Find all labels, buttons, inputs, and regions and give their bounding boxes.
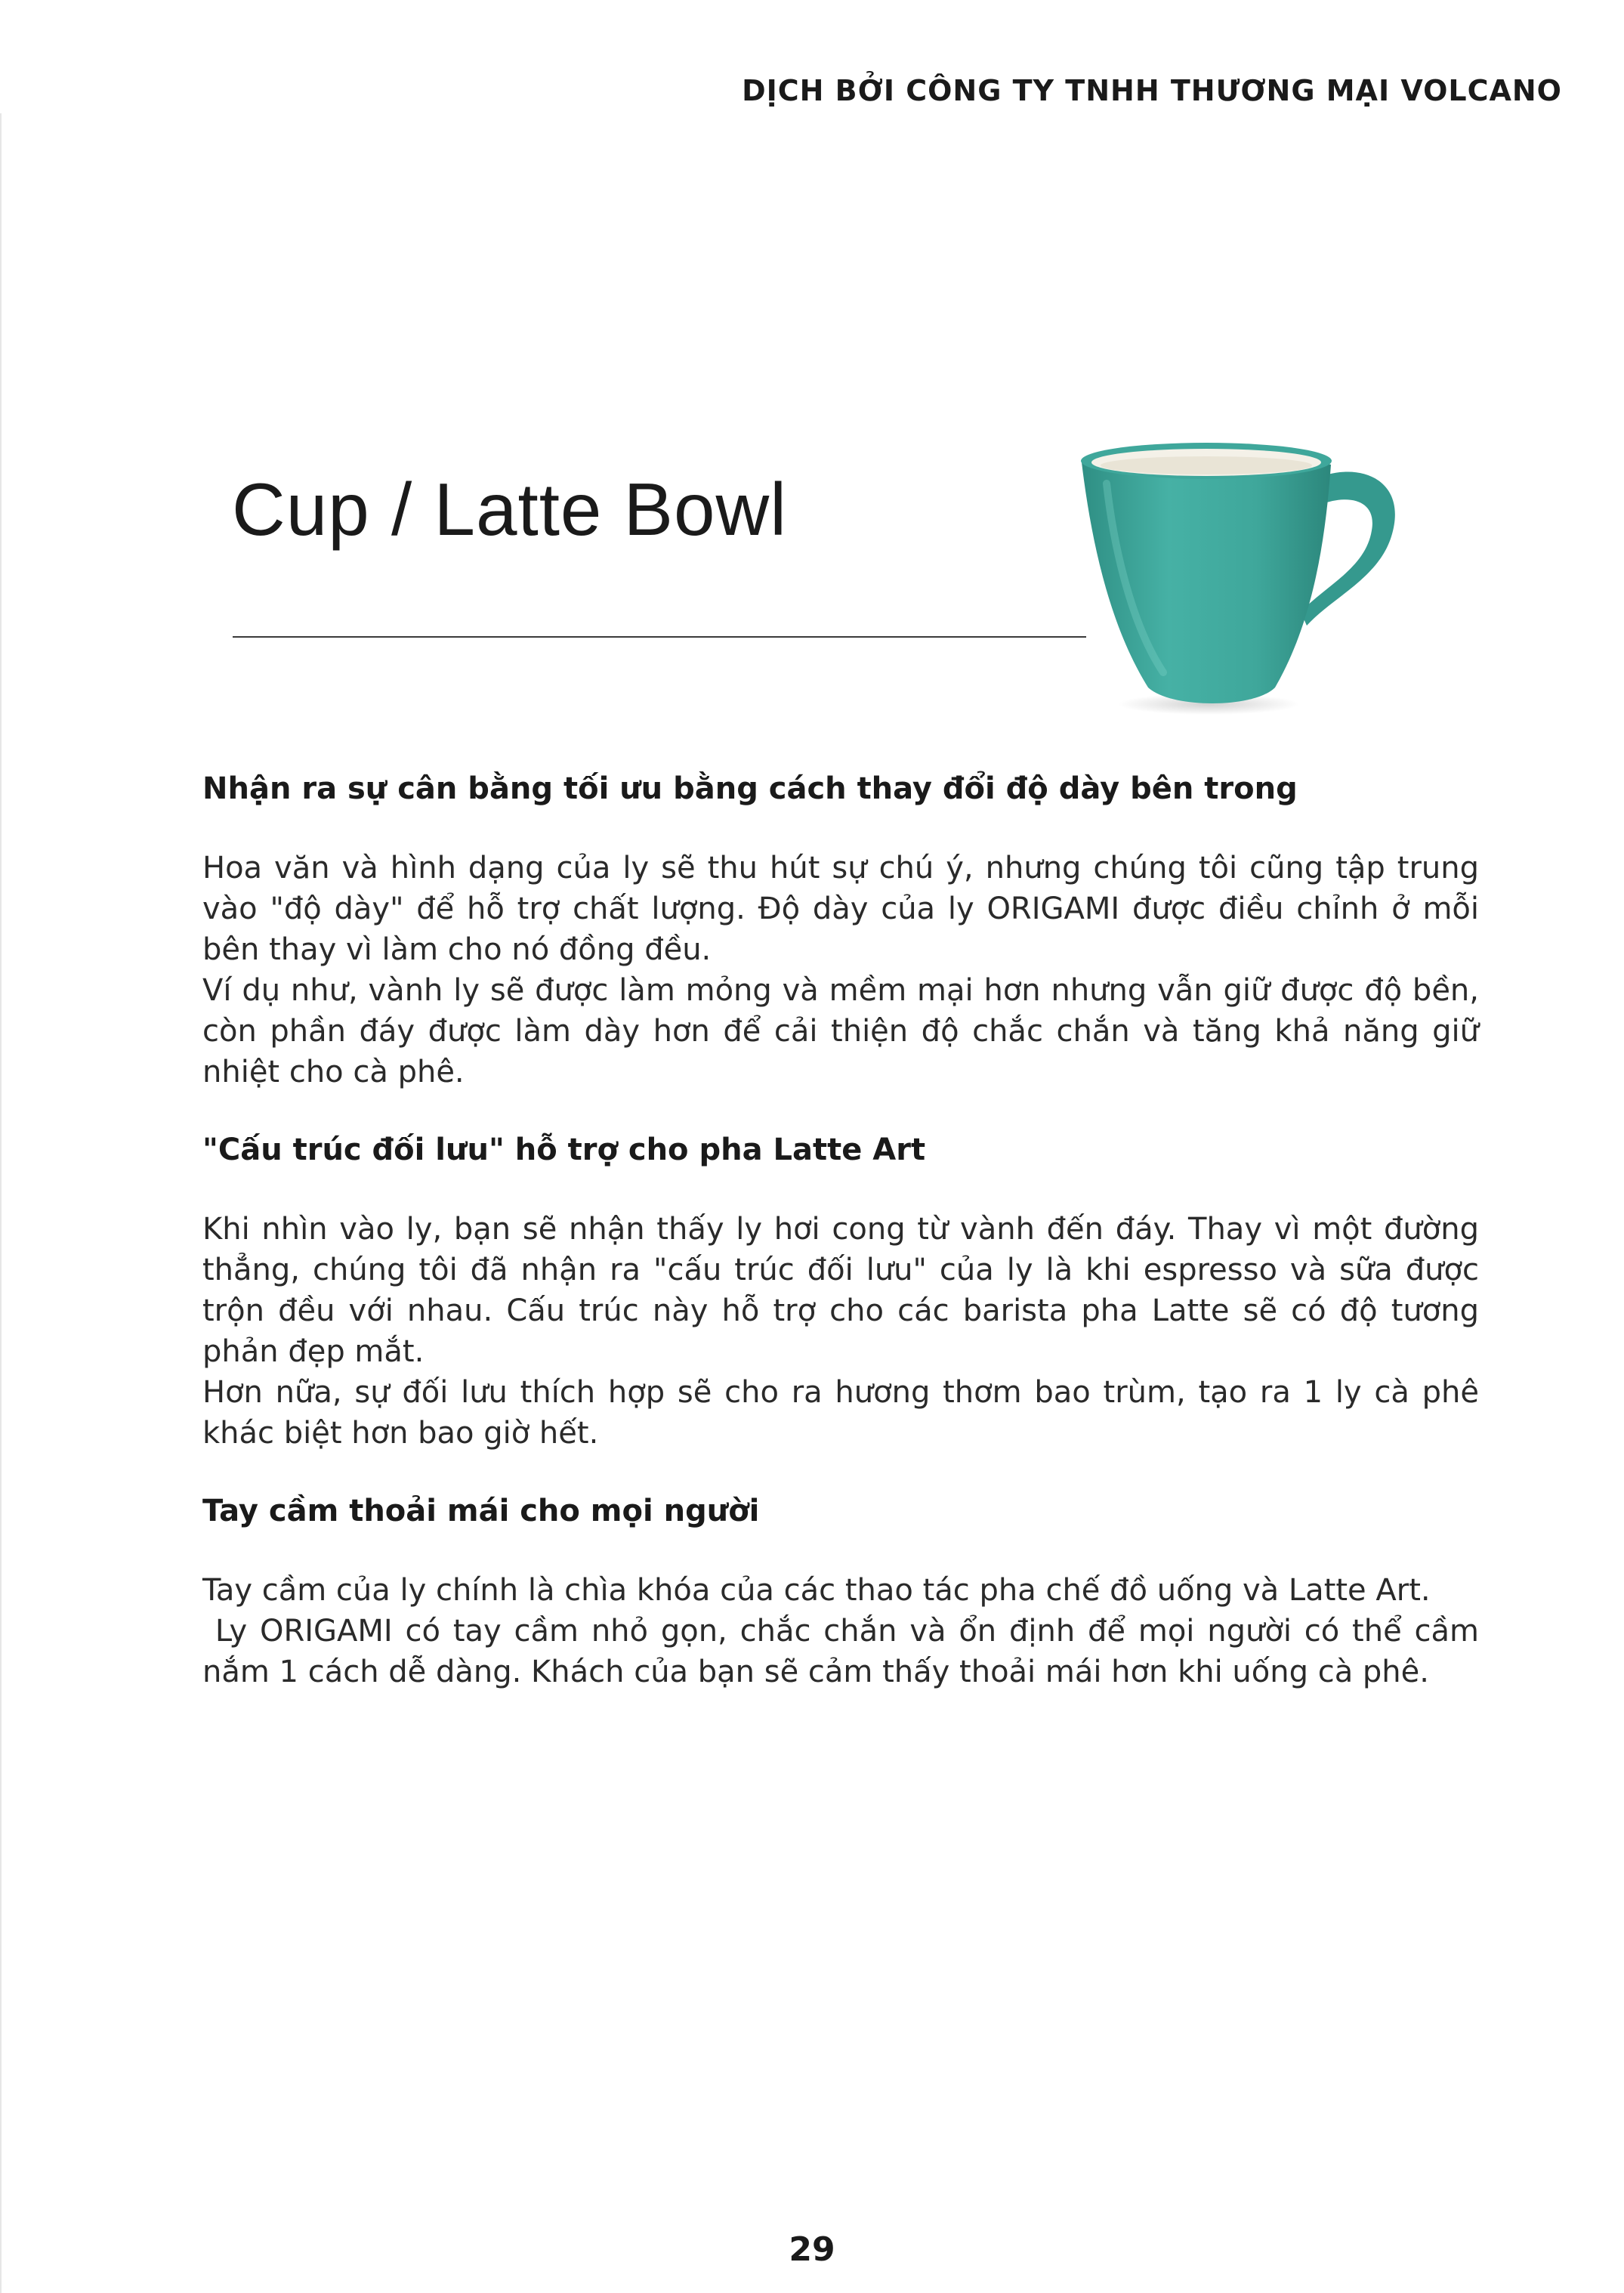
page-number: 29	[789, 2230, 835, 2269]
article-body	[202, 769, 1489, 1692]
section-heading-thickness: Nhận ra sự cân bằng tối ưu bằng cách thay đổi độ dày bên trong	[202, 771, 1298, 806]
section-heading-handle: Tay cầm thoải mái cho mọi người	[202, 1494, 760, 1528]
section-paragraph: Hoa văn và hình dạng của ly sẽ thu hút sự chú ý, nhưng chúng tôi cũng tập trung vào "độ dày" để hỗ trợ chất lượng. Độ dày của ly ORIGAMI được điều chỉnh ở mỗi bên thay vì làm cho nó đồng đều.	[202, 851, 1479, 967]
page-edge-line	[0, 113, 2, 2293]
page-title: Cup / Latte Bowl	[232, 468, 788, 551]
page-header: DỊCH BỞI CÔNG TY TNHH THƯƠNG MẠI VOLCANO	[742, 74, 1562, 107]
title-divider	[233, 636, 1086, 638]
section-paragraph: Ví dụ như, vành ly sẽ được làm mỏng và mềm mại hơn nhưng vẫn giữ được độ bền, còn phần đáy được làm dày hơn để cải thiện độ chắc chắn và tăng khả năng giữ nhiệt cho cà phê.	[202, 973, 1479, 1089]
section-paragraph: Ly ORIGAMI có tay cầm nhỏ gọn, chắc chắn và ổn định để mọi người có thể cầm nắm 1 cách dễ dàng. Khách của bạn sẽ cảm thấy thoải mái hơn khi uống cà phê.	[202, 1614, 1489, 1689]
section-paragraph: Hơn nữa, sự đối lưu thích hợp sẽ cho ra hương thơm bao trùm, tạo ra 1 ly cà phê khác biệt hơn bao giờ hết.	[202, 1375, 1479, 1451]
section-heading-convection: "Cấu trúc đối lưu" hỗ trợ cho pha Latte Art	[202, 1133, 926, 1167]
section-paragraph: Tay cầm của ly chính là chìa khóa của các thao tác pha chế đồ uống và Latte Art.	[202, 1573, 1431, 1608]
turquoise-coffee-cup-icon	[1035, 423, 1413, 725]
section-paragraph: Khi nhìn vào ly, bạn sẽ nhận thấy ly hơi cong từ vành đến đáy. Thay vì một đường thẳng, chúng tôi đã nhận ra "cấu trúc đối lưu" của ly là khi espresso và sữa được trộn đều với nhau. Cấu trúc này hỗ trợ cho các barista pha Latte sẽ có độ tương phản đẹp mắt.	[202, 1212, 1479, 1369]
